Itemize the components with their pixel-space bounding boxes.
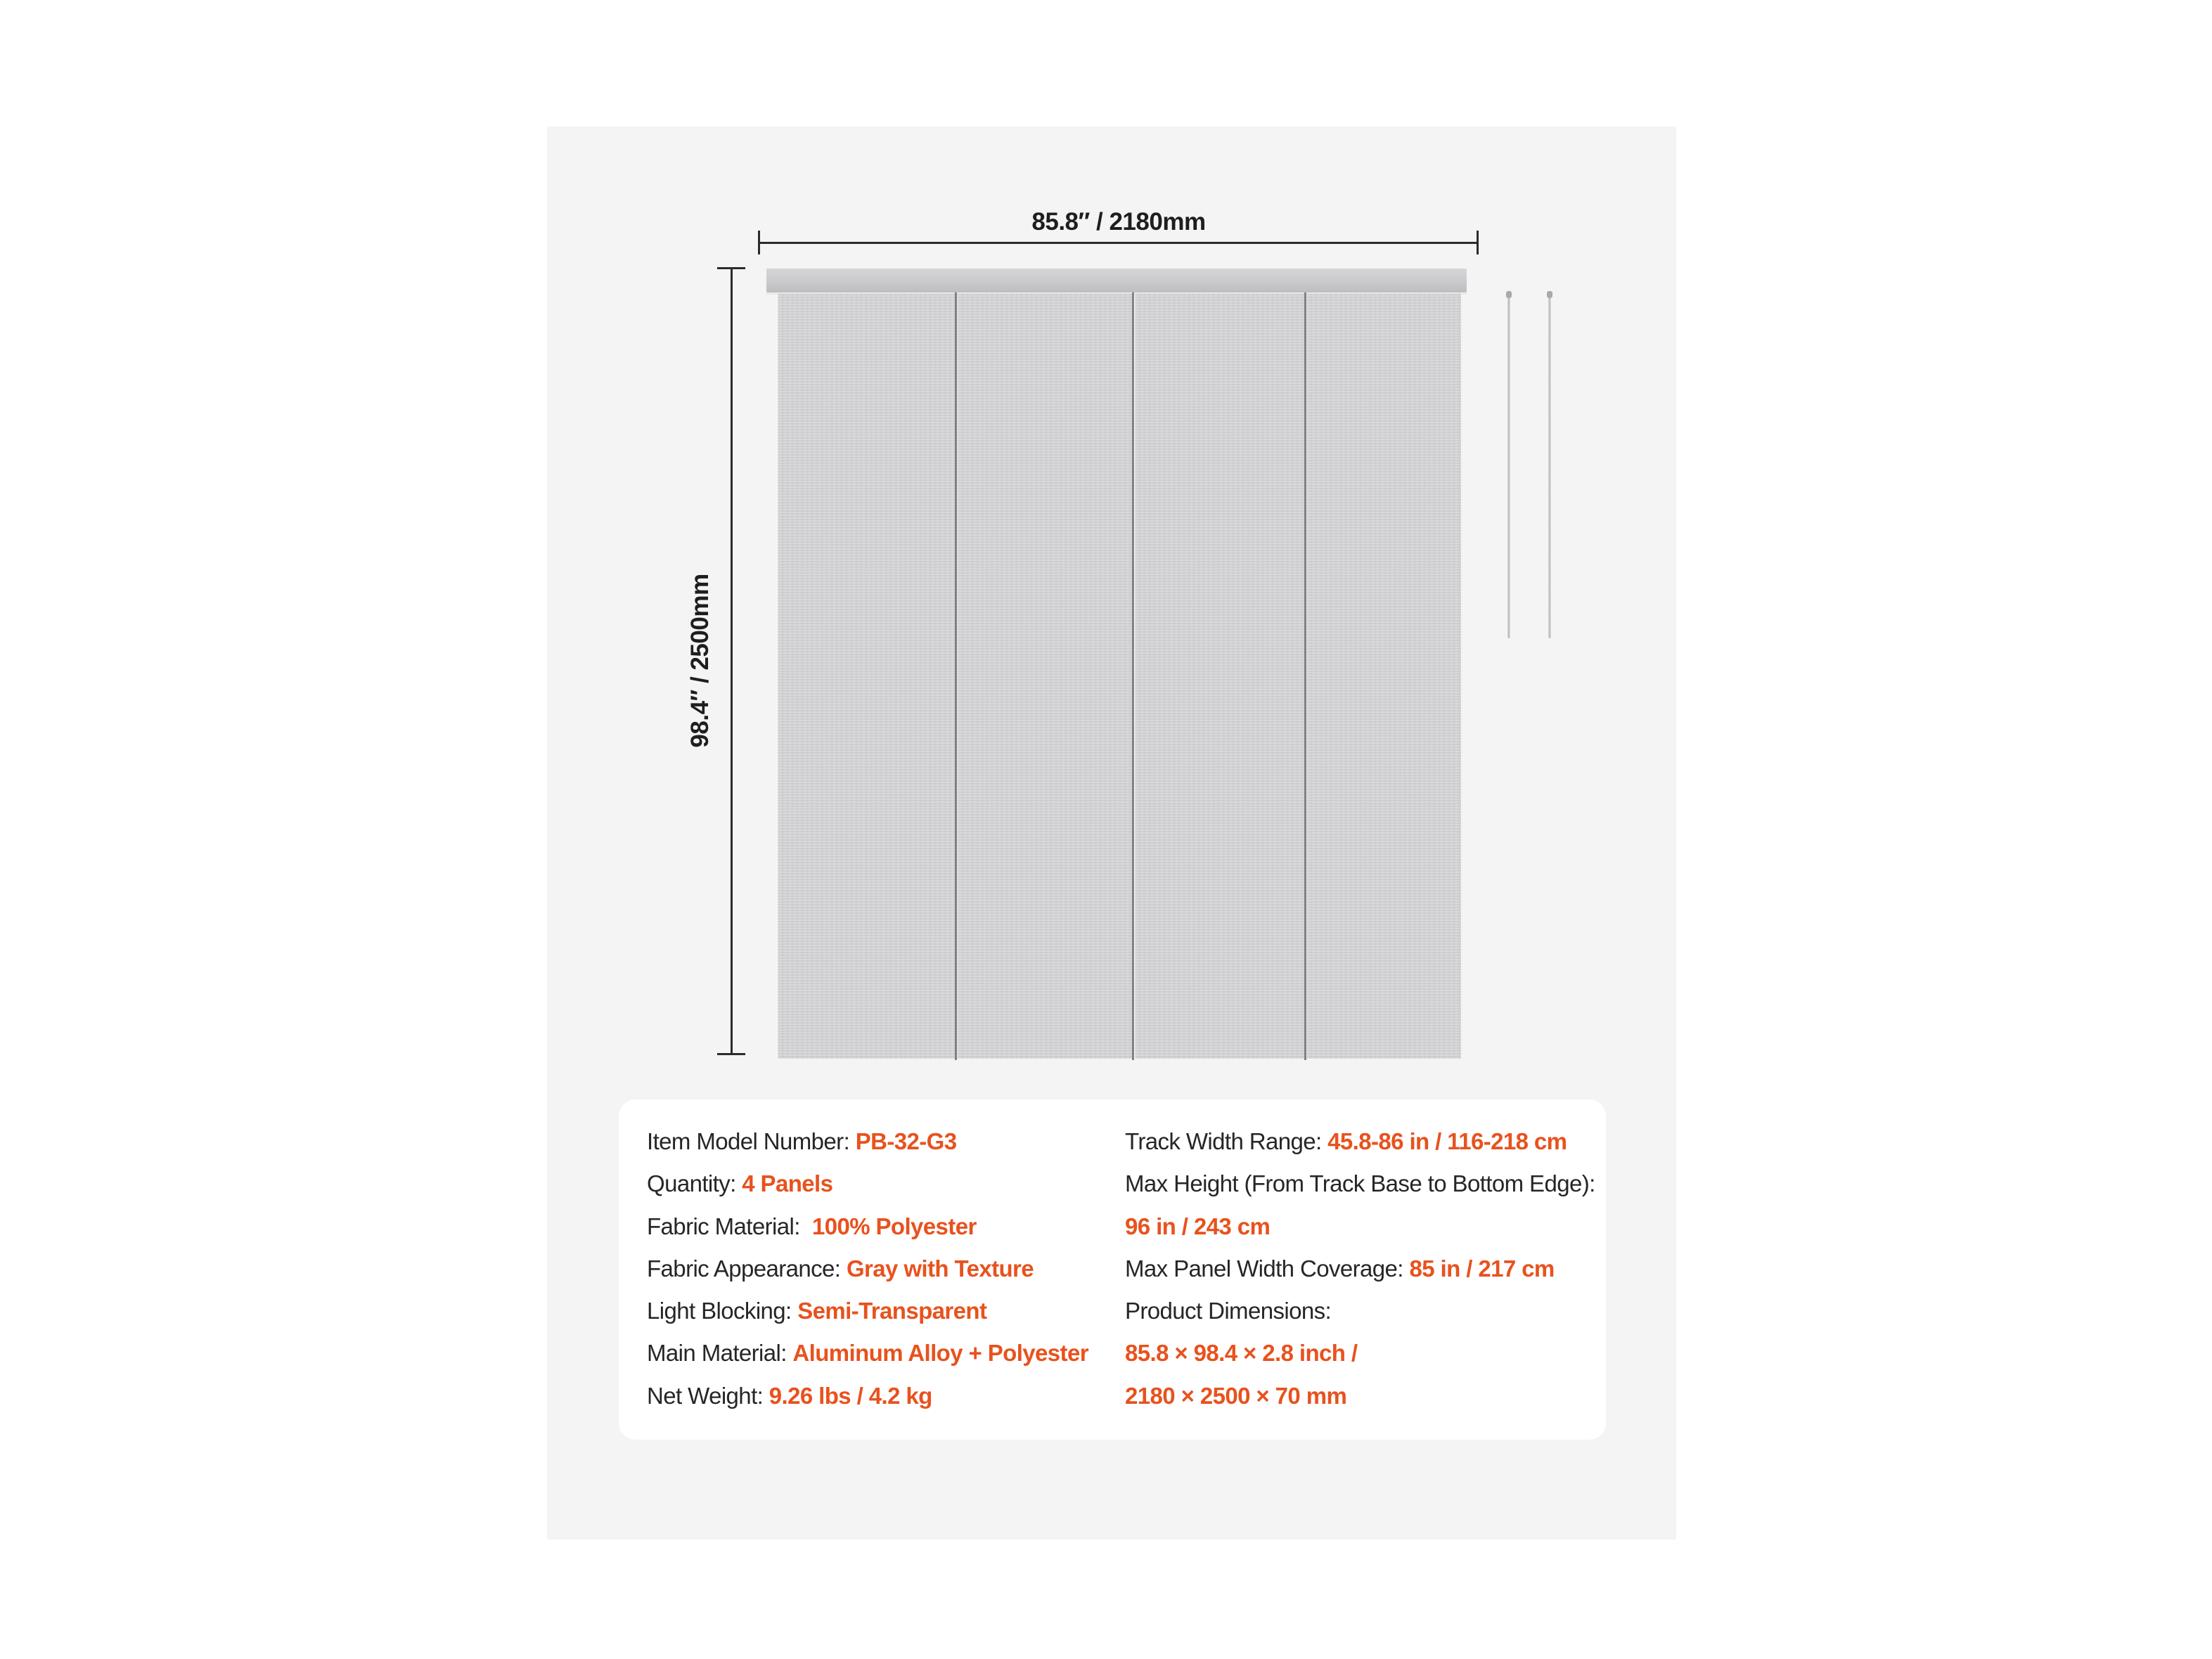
spec-key: Main Material: (647, 1340, 793, 1367)
panel-seam-3 (1304, 292, 1306, 1060)
spec-row-fabric-appearance (647, 1248, 1088, 1290)
height-dimension-label: 98.4″ / 2500mm (686, 574, 714, 748)
spec-key: Quantity: (647, 1170, 742, 1197)
spec-row-max-panel-width (1125, 1248, 1595, 1290)
spec-value: Semi-Transparent (797, 1298, 987, 1324)
spec-key: Track Width Range: (1125, 1128, 1328, 1154)
panel-seam-1 (955, 292, 957, 1060)
spec-value: 96 in / 243 cm (1125, 1213, 1271, 1239)
spec-row-fabric-material (647, 1206, 1088, 1248)
wand-2 (1548, 294, 1551, 638)
spec-value: 4 Panels (742, 1170, 833, 1197)
spec-row-net-weight (647, 1375, 1088, 1417)
width-dimension-tick-left (758, 231, 760, 254)
spec-row-quantity (647, 1163, 1088, 1205)
spec-row-light-blocking (647, 1290, 1088, 1332)
spec-panel (619, 1099, 1606, 1440)
spec-key: Fabric Material: (647, 1213, 812, 1239)
spec-key: Item Model Number: (647, 1128, 856, 1154)
height-dimension-tick-bottom (717, 1053, 745, 1055)
spec-key: Max Height (From Track Base to Bottom Edge): (1125, 1170, 1595, 1197)
panel-seam-2 (1132, 292, 1134, 1060)
spec-key: Product Dimensions: (1125, 1298, 1332, 1324)
height-dimension-tick-top (717, 267, 745, 269)
spec-value: 2180 × 2500 × 70 mm (1125, 1382, 1347, 1409)
spec-row-dimensions-inch (1125, 1332, 1595, 1374)
spec-value: 9.26 lbs / 4.2 kg (769, 1382, 932, 1409)
spec-row-max-height-label (1125, 1163, 1595, 1205)
spec-row-max-height-value (1125, 1206, 1595, 1248)
spec-column-left (647, 1121, 1088, 1417)
spec-value: 45.8-86 in / 116-218 cm (1327, 1128, 1567, 1154)
width-dimension-line (759, 242, 1478, 244)
spec-key: Fabric Appearance: (647, 1255, 847, 1282)
spec-key: Max Panel Width Coverage: (1125, 1255, 1410, 1282)
height-dimension-line (731, 269, 733, 1054)
spec-value: PB-32-G3 (855, 1128, 957, 1154)
spec-value: Gray with Texture (846, 1255, 1034, 1282)
spec-value: 100% Polyester (811, 1213, 977, 1239)
spec-row-main-material (647, 1332, 1088, 1374)
spec-value: Aluminum Alloy + Polyester (792, 1340, 1088, 1367)
spec-row-dimensions-mm (1125, 1375, 1595, 1417)
spec-row-track-width (1125, 1121, 1595, 1163)
blind-panel-2 (958, 294, 1133, 1059)
spec-value: 85 in / 217 cm (1409, 1255, 1555, 1282)
spec-key: Light Blocking: (647, 1298, 798, 1324)
wand-1 (1507, 294, 1510, 638)
spec-key: Net Weight: (647, 1382, 769, 1409)
spec-column-right (1125, 1121, 1595, 1417)
spec-row-dimensions-label (1125, 1290, 1595, 1332)
blind-panel-3 (1135, 294, 1306, 1059)
width-dimension-tick-right (1477, 231, 1479, 254)
spec-row-model (647, 1121, 1088, 1163)
blind-track (766, 269, 1467, 292)
blind-panel-1 (778, 294, 958, 1059)
width-dimension-label: 85.8″ / 2180mm (1031, 208, 1206, 235)
blind-panel-4 (1306, 294, 1461, 1059)
spec-value: 85.8 × 98.4 × 2.8 inch / (1125, 1340, 1358, 1367)
